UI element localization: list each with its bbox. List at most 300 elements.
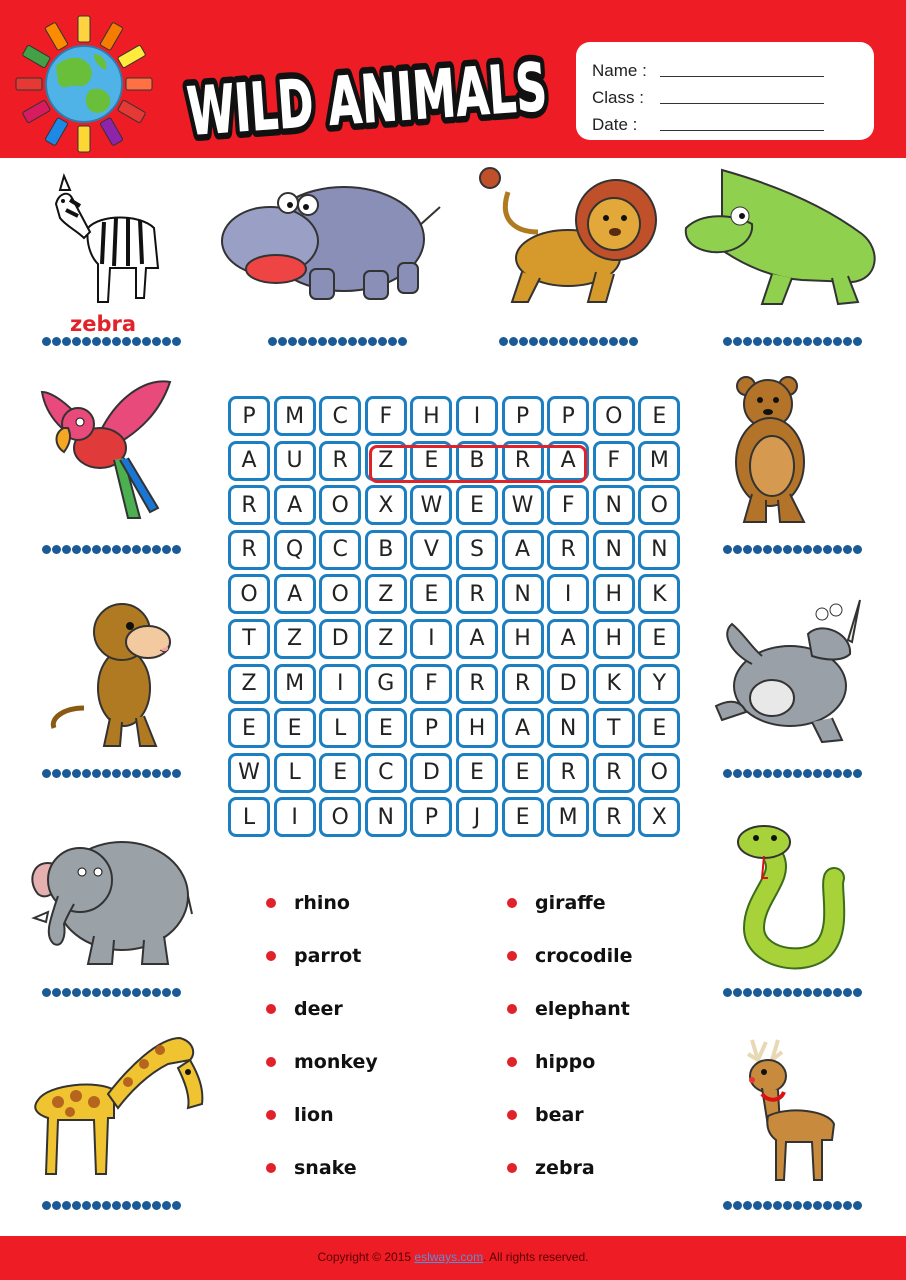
- dot: [773, 769, 782, 778]
- grid-cell[interactable]: O: [593, 396, 635, 436]
- grid-cell[interactable]: A: [456, 619, 498, 659]
- dot: [102, 545, 111, 554]
- answer-line-snake[interactable]: [723, 988, 862, 998]
- grid-cell[interactable]: N: [593, 530, 635, 570]
- grid-cell[interactable]: K: [638, 574, 680, 614]
- grid-cell[interactable]: E: [638, 619, 680, 659]
- grid-cell[interactable]: B: [365, 530, 407, 570]
- grid-cell[interactable]: E: [274, 708, 316, 748]
- dot: [753, 1201, 762, 1210]
- word-item: [507, 1051, 595, 1073]
- grid-cell[interactable]: E: [319, 753, 361, 793]
- date-line[interactable]: [660, 130, 824, 131]
- answer-line-parrot[interactable]: [42, 545, 181, 555]
- grid-cell[interactable]: R: [547, 753, 589, 793]
- grid-cell[interactable]: W: [228, 753, 270, 793]
- dot: [803, 1201, 812, 1210]
- grid-cell[interactable]: T: [593, 708, 635, 748]
- dot: [388, 337, 397, 346]
- dot: [172, 988, 181, 997]
- grid-cell[interactable]: O: [638, 753, 680, 793]
- dot: [813, 545, 822, 554]
- word-label: parrot: [294, 945, 362, 967]
- name-line[interactable]: [660, 76, 824, 77]
- dot: [833, 988, 842, 997]
- bullet-icon: [507, 1004, 517, 1014]
- word-label: monkey: [294, 1051, 378, 1073]
- answer-line-crocodile[interactable]: [723, 337, 862, 347]
- dot: [723, 1201, 732, 1210]
- dot: [723, 337, 732, 346]
- grid-cell[interactable]: N: [547, 708, 589, 748]
- grid-cell[interactable]: I: [456, 396, 498, 436]
- word-label: bear: [535, 1104, 584, 1126]
- dot: [52, 769, 61, 778]
- dot: [853, 1201, 862, 1210]
- dot: [62, 769, 71, 778]
- grid-cell[interactable]: M: [274, 664, 316, 704]
- dot: [803, 769, 812, 778]
- word-item: [507, 1104, 584, 1126]
- grid-cell[interactable]: T: [228, 619, 270, 659]
- dot: [318, 337, 327, 346]
- dot: [589, 337, 598, 346]
- grid-cell[interactable]: E: [456, 485, 498, 525]
- class-line[interactable]: [660, 103, 824, 104]
- grid-cell[interactable]: H: [593, 574, 635, 614]
- word-label: crocodile: [535, 945, 633, 967]
- grid-cell[interactable]: P: [410, 708, 452, 748]
- grid-cell[interactable]: X: [638, 797, 680, 837]
- grid-cell[interactable]: F: [593, 441, 635, 481]
- grid-cell[interactable]: D: [410, 753, 452, 793]
- dot: [122, 1201, 131, 1210]
- dot: [763, 545, 772, 554]
- grid-cell[interactable]: C: [365, 753, 407, 793]
- grid-cell[interactable]: E: [638, 396, 680, 436]
- grid-cell[interactable]: Q: [274, 530, 316, 570]
- dot: [783, 337, 792, 346]
- dot: [499, 337, 508, 346]
- grid-cell[interactable]: E: [365, 708, 407, 748]
- word-label: snake: [294, 1157, 357, 1179]
- grid-cell[interactable]: S: [456, 530, 498, 570]
- grid-cell[interactable]: H: [410, 396, 452, 436]
- zebra-icon: [50, 168, 170, 313]
- dot: [42, 337, 51, 346]
- dot: [112, 1201, 121, 1210]
- grid-cell[interactable]: R: [593, 797, 635, 837]
- crocodile-icon: [682, 164, 884, 312]
- grid-cell[interactable]: E: [502, 753, 544, 793]
- dot: [132, 988, 141, 997]
- grid-cell[interactable]: L: [319, 708, 361, 748]
- dot: [102, 988, 111, 997]
- dot: [62, 337, 71, 346]
- grid-cell[interactable]: R: [502, 441, 544, 481]
- dot: [142, 1201, 151, 1210]
- grid-cell[interactable]: L: [274, 753, 316, 793]
- dot: [813, 337, 822, 346]
- dot: [368, 337, 377, 346]
- dot: [609, 337, 618, 346]
- dot: [529, 337, 538, 346]
- dot: [823, 545, 832, 554]
- dot: [102, 769, 111, 778]
- dot: [348, 337, 357, 346]
- dot: [733, 1201, 742, 1210]
- lion-icon: [478, 162, 663, 310]
- answer-line-zebra[interactable]: [42, 337, 181, 347]
- grid-cell[interactable]: O: [319, 485, 361, 525]
- grid-cell[interactable]: P: [547, 396, 589, 436]
- dot: [72, 545, 81, 554]
- word-label: giraffe: [535, 892, 606, 914]
- grid-cell[interactable]: Z: [365, 619, 407, 659]
- answer-line-bear[interactable]: [723, 545, 862, 555]
- dot: [813, 988, 822, 997]
- grid-cell[interactable]: A: [274, 485, 316, 525]
- grid-cell[interactable]: M: [547, 797, 589, 837]
- dot: [793, 1201, 802, 1210]
- word-item: [507, 1157, 595, 1179]
- dot: [62, 545, 71, 554]
- dot: [152, 337, 161, 346]
- dot: [308, 337, 317, 346]
- dot: [162, 769, 171, 778]
- dot: [112, 337, 121, 346]
- dot: [519, 337, 528, 346]
- dot: [142, 337, 151, 346]
- bullet-icon: [507, 1057, 517, 1067]
- dot: [813, 1201, 822, 1210]
- dot: [823, 769, 832, 778]
- dot: [172, 1201, 181, 1210]
- grid-cell[interactable]: L: [228, 797, 270, 837]
- footer: [0, 1236, 906, 1280]
- dot: [853, 545, 862, 554]
- dot: [42, 988, 51, 997]
- dot: [783, 769, 792, 778]
- dot: [833, 545, 842, 554]
- grid-cell[interactable]: R: [502, 664, 544, 704]
- grid-cell[interactable]: R: [228, 485, 270, 525]
- grid-cell[interactable]: Z: [274, 619, 316, 659]
- class-field[interactable]: [592, 81, 874, 108]
- grid-cell[interactable]: D: [547, 664, 589, 704]
- grid-cell[interactable]: A: [274, 574, 316, 614]
- dot: [753, 337, 762, 346]
- dot: [122, 545, 131, 554]
- bullet-icon: [266, 1163, 276, 1173]
- page-title-text: WILD ANIMALS: [184, 35, 558, 144]
- deer-icon: [728, 1030, 844, 1184]
- grid-cell[interactable]: Z: [365, 574, 407, 614]
- word-item: [266, 1157, 357, 1179]
- dot: [559, 337, 568, 346]
- hippo-icon: [214, 165, 444, 305]
- found-word-highlight: [369, 445, 587, 483]
- dot: [599, 337, 608, 346]
- dot: [82, 337, 91, 346]
- dot: [743, 988, 752, 997]
- dot: [92, 545, 101, 554]
- elephant-icon: [24, 824, 194, 970]
- bullet-icon: [507, 951, 517, 961]
- dot: [803, 988, 812, 997]
- grid-cell[interactable]: C: [319, 530, 361, 570]
- dot: [823, 1201, 832, 1210]
- dot: [803, 337, 812, 346]
- dot: [152, 545, 161, 554]
- grid-cell[interactable]: X: [365, 485, 407, 525]
- dot: [539, 337, 548, 346]
- grid-cell[interactable]: C: [319, 396, 361, 436]
- dot: [132, 545, 141, 554]
- dot: [753, 988, 762, 997]
- dot: [743, 769, 752, 778]
- dot: [72, 988, 81, 997]
- word-item: [507, 998, 630, 1020]
- dot: [142, 769, 151, 778]
- grid-cell[interactable]: P: [502, 396, 544, 436]
- answer-line-monkey[interactable]: [42, 769, 181, 779]
- dot: [152, 988, 161, 997]
- grid-cell[interactable]: U: [274, 441, 316, 481]
- word-item: [266, 998, 343, 1020]
- word-label: rhino: [294, 892, 350, 914]
- grid-cell[interactable]: P: [410, 797, 452, 837]
- grid-cell[interactable]: B: [456, 441, 498, 481]
- word-list: [266, 892, 686, 1192]
- grid-cell[interactable]: A: [547, 441, 589, 481]
- answer-line-giraffe[interactable]: [42, 1201, 181, 1211]
- dot: [743, 545, 752, 554]
- grid-cell[interactable]: H: [456, 708, 498, 748]
- grid-cell[interactable]: M: [274, 396, 316, 436]
- grid-cell[interactable]: A: [502, 708, 544, 748]
- dot: [72, 337, 81, 346]
- dot: [763, 988, 772, 997]
- dot: [338, 337, 347, 346]
- dot: [843, 1201, 852, 1210]
- dot: [112, 545, 121, 554]
- word-item: [507, 945, 633, 967]
- grid-cell[interactable]: E: [410, 574, 452, 614]
- dot: [102, 1201, 111, 1210]
- dot: [122, 337, 131, 346]
- grid-cell[interactable]: K: [593, 664, 635, 704]
- grid-cell[interactable]: I: [274, 797, 316, 837]
- grid-cell[interactable]: N: [365, 797, 407, 837]
- dot: [62, 1201, 71, 1210]
- dot: [172, 545, 181, 554]
- dot: [52, 1201, 61, 1210]
- bullet-icon: [507, 1163, 517, 1173]
- bullet-icon: [266, 898, 276, 908]
- dot: [733, 988, 742, 997]
- dot: [132, 1201, 141, 1210]
- grid-cell[interactable]: I: [547, 574, 589, 614]
- dot: [753, 769, 762, 778]
- grid-cell[interactable]: R: [456, 664, 498, 704]
- header-banner: [0, 0, 906, 158]
- dot: [783, 545, 792, 554]
- dot: [378, 337, 387, 346]
- dot: [833, 1201, 842, 1210]
- grid-cell[interactable]: N: [502, 574, 544, 614]
- dot: [803, 545, 812, 554]
- dot: [853, 769, 862, 778]
- dot: [743, 337, 752, 346]
- grid-cell[interactable]: O: [228, 574, 270, 614]
- dot: [122, 769, 131, 778]
- answer-line-hippo[interactable]: [268, 337, 407, 347]
- grid-cell[interactable]: A: [502, 530, 544, 570]
- dot: [42, 1201, 51, 1210]
- answer-line-lion[interactable]: [499, 337, 638, 347]
- dot: [112, 988, 121, 997]
- dot: [793, 988, 802, 997]
- dot: [92, 769, 101, 778]
- dot: [132, 337, 141, 346]
- grid-cell[interactable]: J: [456, 797, 498, 837]
- dot: [733, 769, 742, 778]
- dot: [172, 769, 181, 778]
- dot: [773, 988, 782, 997]
- grid-cell[interactable]: R: [228, 530, 270, 570]
- grid-cell[interactable]: F: [365, 396, 407, 436]
- grid-cell[interactable]: E: [410, 441, 452, 481]
- dot: [753, 545, 762, 554]
- dot: [112, 769, 121, 778]
- grid-cell[interactable]: R: [456, 574, 498, 614]
- dot: [509, 337, 518, 346]
- grid-cell[interactable]: W: [410, 485, 452, 525]
- grid-cell[interactable]: E: [456, 753, 498, 793]
- dot: [52, 337, 61, 346]
- grid-cell[interactable]: H: [502, 619, 544, 659]
- word-item: [266, 892, 350, 914]
- site-link[interactable]: eslways.com: [414, 1250, 484, 1264]
- grid-cell[interactable]: E: [228, 708, 270, 748]
- word-label: deer: [294, 998, 343, 1020]
- dot: [569, 337, 578, 346]
- word-item: [266, 1104, 334, 1126]
- grid-cell[interactable]: O: [638, 485, 680, 525]
- grid-cell[interactable]: R: [593, 753, 635, 793]
- grid-cell[interactable]: F: [547, 485, 589, 525]
- dot: [268, 337, 277, 346]
- grid-cell[interactable]: W: [502, 485, 544, 525]
- dot: [783, 1201, 792, 1210]
- copyright-text: [318, 1250, 589, 1264]
- student-info-box: [576, 42, 874, 140]
- grid-cell[interactable]: A: [547, 619, 589, 659]
- dot: [579, 337, 588, 346]
- dot: [823, 988, 832, 997]
- word-label: elephant: [535, 998, 630, 1020]
- dot: [132, 769, 141, 778]
- grid-cell[interactable]: I: [410, 619, 452, 659]
- grid-cell[interactable]: R: [547, 530, 589, 570]
- dot: [843, 769, 852, 778]
- dot: [549, 337, 558, 346]
- bear-icon: [728, 374, 816, 528]
- answer-line-rhino[interactable]: [723, 769, 862, 779]
- grid-cell[interactable]: F: [410, 664, 452, 704]
- dot: [82, 545, 91, 554]
- bullet-icon: [266, 1057, 276, 1067]
- monkey-icon: [44, 598, 176, 750]
- dot: [853, 337, 862, 346]
- dot: [162, 545, 171, 554]
- dot: [72, 1201, 81, 1210]
- dot: [62, 988, 71, 997]
- word-item: [266, 945, 361, 967]
- grid-cell[interactable]: O: [319, 574, 361, 614]
- grid-cell[interactable]: N: [593, 485, 635, 525]
- date-field[interactable]: [592, 108, 874, 135]
- dot: [723, 769, 732, 778]
- dot: [172, 337, 181, 346]
- grid-cell[interactable]: N: [638, 530, 680, 570]
- dot: [92, 1201, 101, 1210]
- dot: [773, 545, 782, 554]
- answer-line-elephant[interactable]: [42, 988, 181, 998]
- word-item: [507, 892, 606, 914]
- grid-cell[interactable]: M: [638, 441, 680, 481]
- grid-cell[interactable]: Y: [638, 664, 680, 704]
- grid-cell[interactable]: H: [593, 619, 635, 659]
- grid-cell[interactable]: O: [319, 797, 361, 837]
- dot: [723, 988, 732, 997]
- dot: [723, 545, 732, 554]
- dot: [102, 337, 111, 346]
- answer-line-deer[interactable]: [723, 1201, 862, 1211]
- grid-cell[interactable]: R: [319, 441, 361, 481]
- grid-cell[interactable]: Z: [228, 664, 270, 704]
- dot: [358, 337, 367, 346]
- dot: [42, 769, 51, 778]
- grid-cell[interactable]: E: [502, 797, 544, 837]
- grid-cell[interactable]: I: [319, 664, 361, 704]
- grid-cell[interactable]: P: [228, 396, 270, 436]
- dot: [42, 545, 51, 554]
- dot: [793, 769, 802, 778]
- grid-cell[interactable]: V: [410, 530, 452, 570]
- grid-cell[interactable]: A: [228, 441, 270, 481]
- grid-cell[interactable]: E: [638, 708, 680, 748]
- dot: [793, 545, 802, 554]
- grid-cell[interactable]: D: [319, 619, 361, 659]
- grid-cell[interactable]: Z: [365, 441, 407, 481]
- bullet-icon: [266, 1110, 276, 1120]
- dot: [843, 337, 852, 346]
- dot: [763, 1201, 772, 1210]
- grid-cell[interactable]: G: [365, 664, 407, 704]
- dot: [733, 337, 742, 346]
- name-field[interactable]: [592, 54, 874, 81]
- dot: [142, 988, 151, 997]
- dot: [92, 337, 101, 346]
- dot: [398, 337, 407, 346]
- bullet-icon: [266, 1004, 276, 1014]
- dot: [619, 337, 628, 346]
- dot: [72, 769, 81, 778]
- parrot-icon: [40, 372, 174, 522]
- dot: [82, 769, 91, 778]
